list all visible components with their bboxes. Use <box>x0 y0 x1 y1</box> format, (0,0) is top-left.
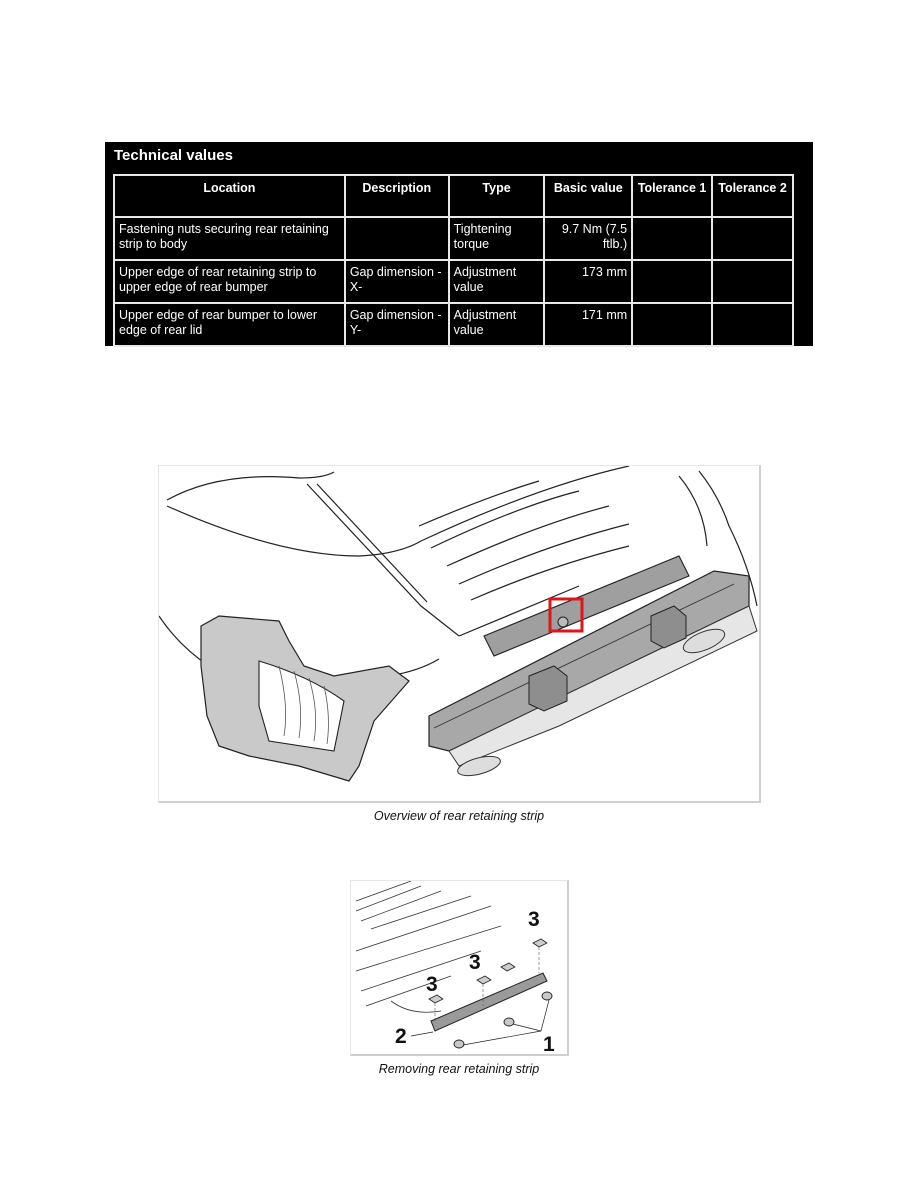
removal-illustration <box>350 880 569 1056</box>
table-row <box>114 303 793 346</box>
cell-basic-value: 9.7 Nm (7.5 ftlb.) <box>544 217 632 260</box>
column-header-description: Description <box>345 175 449 217</box>
technical-values-table <box>113 174 794 347</box>
cell-tolerance-1 <box>632 217 712 260</box>
technical-values-title: Technical values <box>114 147 233 164</box>
cell-location: Upper edge of rear bumper to lower edge of rear lid <box>114 303 345 346</box>
rear-bumper-overview-drawing <box>159 466 759 801</box>
column-header-basic-value: Basic value <box>544 175 632 217</box>
callout-3: 3 <box>426 973 438 996</box>
overview-caption: Overview of rear retaining strip <box>373 809 545 823</box>
cell-description <box>345 217 449 260</box>
cell-type: Tightening torque <box>449 217 545 260</box>
column-header-location: Location <box>114 175 345 217</box>
removal-caption: Removing rear retaining strip <box>378 1062 540 1076</box>
retaining-strip-removal-drawing <box>351 881 567 1054</box>
technical-values-panel <box>105 142 813 346</box>
table-row <box>114 260 793 303</box>
cell-tolerance-2 <box>712 303 793 346</box>
column-header-type: Type <box>449 175 545 217</box>
table-row <box>114 217 793 260</box>
cell-location: Upper edge of rear retaining strip to upper edge of rear bumper <box>114 260 345 303</box>
callout-3: 3 <box>469 951 481 974</box>
table-header-row <box>114 175 793 217</box>
column-header-tolerance-1: Tolerance 1 <box>632 175 712 217</box>
cell-tolerance-2 <box>712 260 793 303</box>
cell-description: Gap dimension -Y- <box>345 303 449 346</box>
cell-basic-value: 171 mm <box>544 303 632 346</box>
cell-basic-value: 173 mm <box>544 260 632 303</box>
cell-type: Adjustment value <box>449 260 545 303</box>
overview-illustration <box>158 465 761 803</box>
column-header-tolerance-2: Tolerance 2 <box>712 175 793 217</box>
cell-description: Gap dimension -X- <box>345 260 449 303</box>
cell-tolerance-1 <box>632 303 712 346</box>
cell-type: Adjustment value <box>449 303 545 346</box>
cell-location: Fastening nuts securing rear retaining strip to body <box>114 217 345 260</box>
callout-2: 2 <box>395 1025 407 1048</box>
cell-tolerance-2 <box>712 217 793 260</box>
cell-tolerance-1 <box>632 260 712 303</box>
callout-1: 1 <box>543 1033 555 1054</box>
callout-3: 3 <box>528 908 540 931</box>
